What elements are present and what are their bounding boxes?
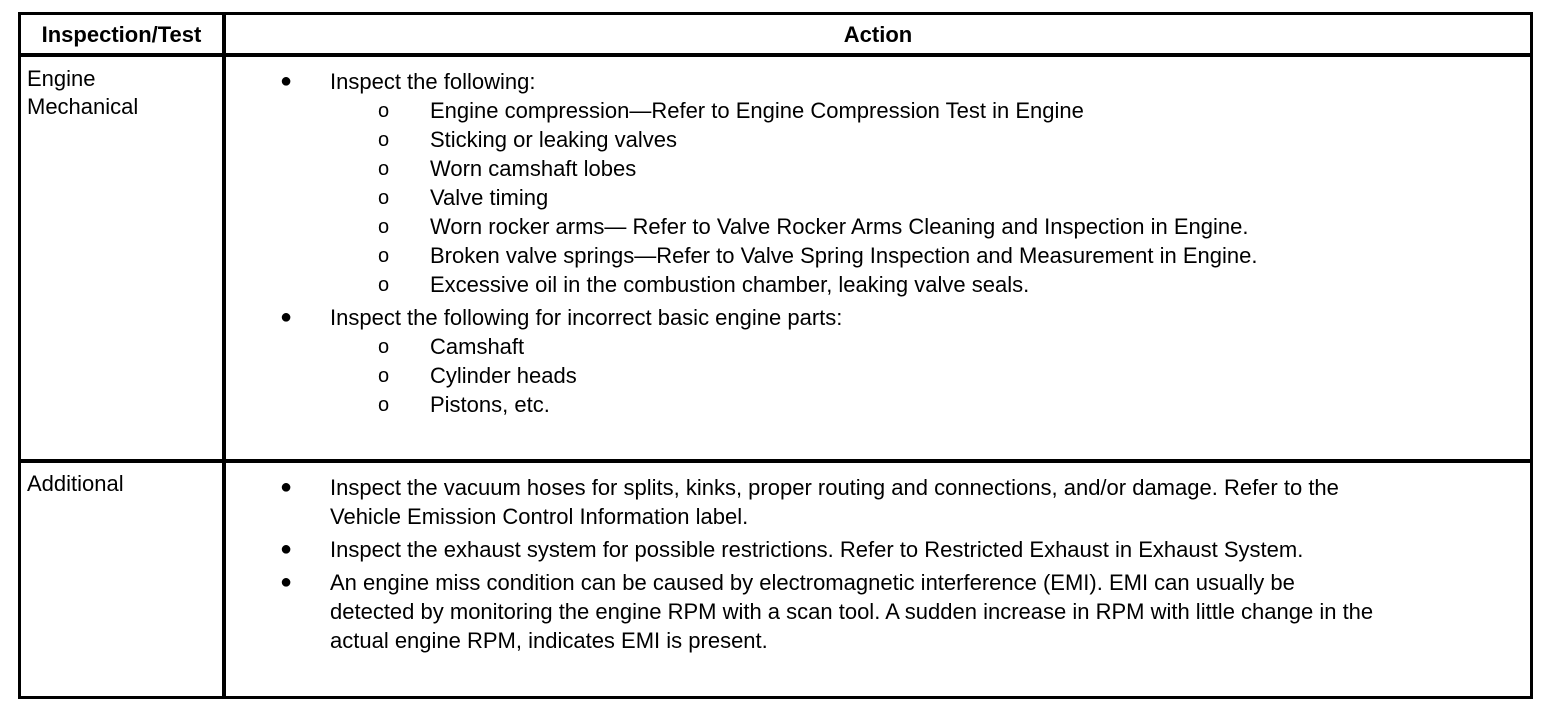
header-divider <box>21 53 1530 57</box>
sub-list-item <box>330 270 1522 299</box>
bullet-icon: ● <box>280 538 293 560</box>
bullet-text-line: An engine miss condition can be caused by electromagnetic interference (EMI). EMI can usually be <box>330 570 1295 595</box>
action-cell-additional <box>226 473 1522 655</box>
sub-bullet-icon: o <box>378 216 390 238</box>
sub-list <box>330 96 1522 299</box>
sub-list-item <box>330 154 1522 183</box>
row-label-line: Engine <box>27 66 96 91</box>
inspection-table <box>18 12 1533 699</box>
bullet-text-line: actual engine RPM, indicates EMI is present. <box>330 628 768 653</box>
list-item <box>226 568 1522 655</box>
sub-bullet-icon: o <box>378 129 390 151</box>
bullet-icon: ● <box>280 306 293 328</box>
list-item <box>226 303 1522 419</box>
sub-list-item <box>330 361 1522 390</box>
sub-list-item <box>330 212 1522 241</box>
sub-item-text: Worn camshaft lobes <box>430 156 637 181</box>
header-inspection-test: Inspection/Test <box>41 22 202 47</box>
bullet-icon: ● <box>280 476 293 498</box>
bullet-text: Inspect the following: <box>330 69 536 94</box>
sub-list-item <box>330 183 1522 212</box>
sub-item-text: Valve timing <box>430 185 549 210</box>
header-action: Action <box>843 22 913 47</box>
sub-item-text: Sticking or leaking valves <box>430 127 678 152</box>
sub-bullet-icon: o <box>378 187 390 209</box>
bullet-icon: ● <box>280 571 293 593</box>
bullet-text-line: Inspect the vacuum hoses for splits, kinks, proper routing and connections, and/or damage. Refer to the <box>330 475 1339 500</box>
sub-item-text: Worn rocker arms— Refer to Valve Rocker Arms Cleaning and Inspection in Engine. <box>430 214 1249 239</box>
bullet-icon: ● <box>280 70 293 92</box>
sub-list-item <box>330 125 1522 154</box>
sub-item-text: Cylinder heads <box>430 363 577 388</box>
sub-list-item <box>330 96 1522 125</box>
sub-list-item <box>330 390 1522 419</box>
sub-list-item <box>330 241 1522 270</box>
bullet-text-line: Inspect the exhaust system for possible restrictions. Refer to Restricted Exhaust in Exhaust System. <box>330 537 1304 562</box>
sub-bullet-icon: o <box>378 245 390 267</box>
sub-bullet-icon: o <box>378 274 390 296</box>
sub-list <box>330 332 1522 419</box>
bullet-text-line: detected by monitoring the engine RPM with a scan tool. A sudden increase in RPM with little change in the <box>330 599 1374 624</box>
list-item <box>226 473 1522 531</box>
sub-list-item <box>330 332 1522 361</box>
row-label-line: Mechanical <box>27 94 139 119</box>
sub-bullet-icon: o <box>378 365 390 387</box>
list-item <box>226 535 1522 564</box>
sub-item-text: Camshaft <box>430 334 525 359</box>
sub-item-text: Broken valve springs—Refer to Valve Spring Inspection and Measurement in Engine. <box>430 243 1258 268</box>
bullet-text-line: Vehicle Emission Control Information label. <box>330 504 749 529</box>
sub-item-text: Excessive oil in the combustion chamber, leaking valve seals. <box>430 272 1030 297</box>
row-label-additional: Additional <box>27 471 124 496</box>
sub-item-text: Engine compression—Refer to Engine Compression Test in Engine <box>430 98 1084 123</box>
action-cell-engine-mechanical <box>226 67 1522 419</box>
sub-bullet-icon: o <box>378 394 390 416</box>
bullet-text: Inspect the following for incorrect basic engine parts: <box>330 305 843 330</box>
row-label-engine-mechanical <box>27 65 217 121</box>
sub-bullet-icon: o <box>378 336 390 358</box>
sub-item-text: Pistons, etc. <box>430 392 550 417</box>
list-item <box>226 67 1522 299</box>
row-divider <box>21 459 1530 463</box>
sub-bullet-icon: o <box>378 100 390 122</box>
sub-bullet-icon: o <box>378 158 390 180</box>
